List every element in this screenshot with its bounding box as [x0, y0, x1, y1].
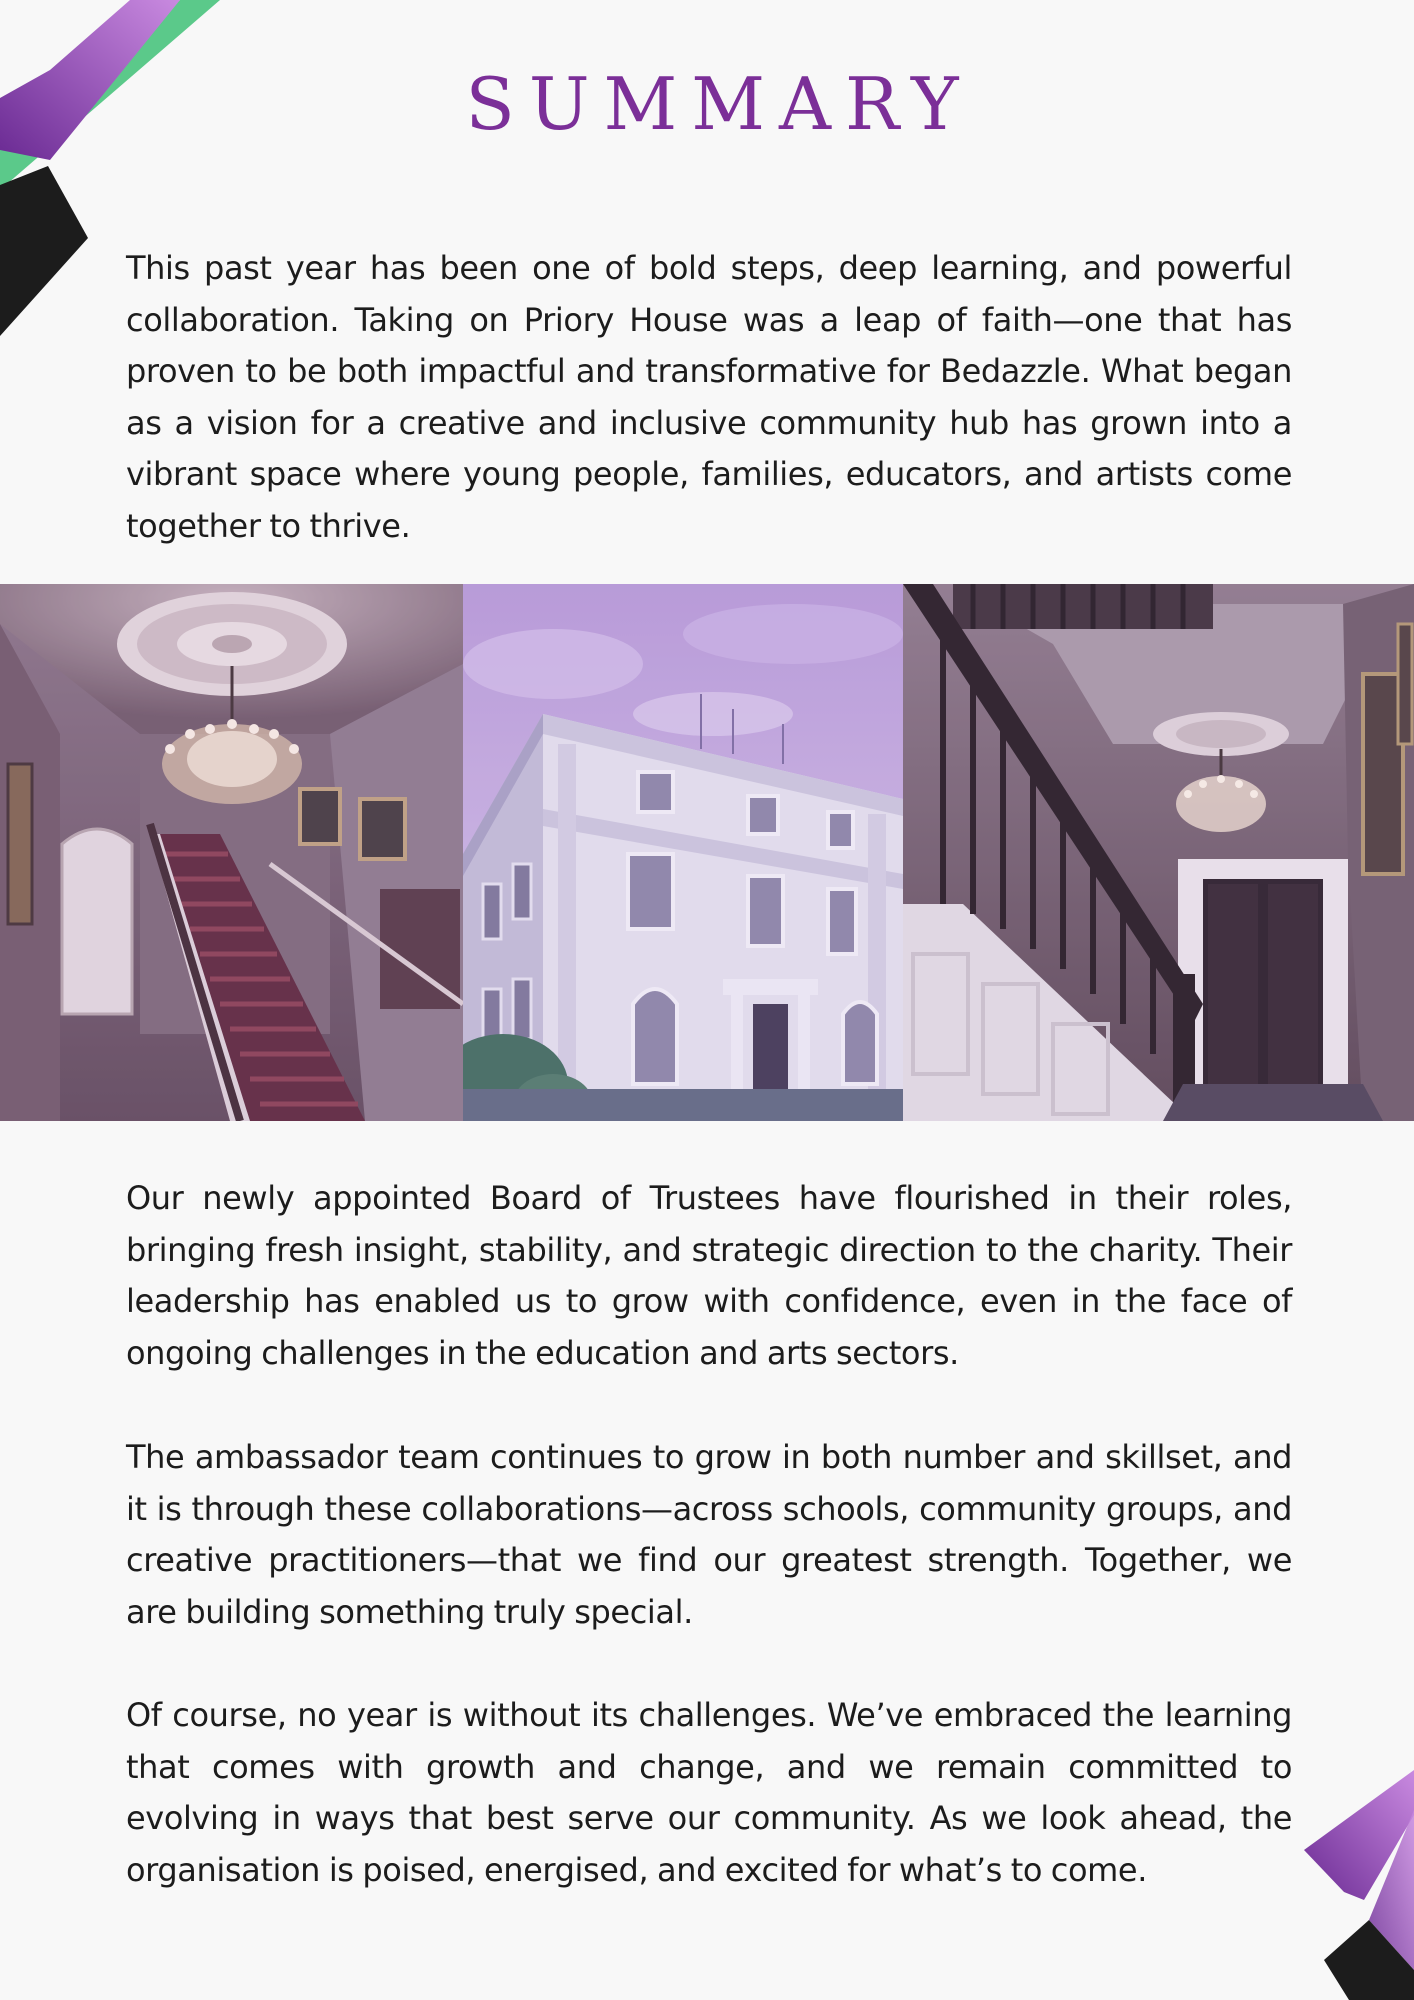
photo-strip: [0, 584, 1414, 1121]
ambassador-paragraph: The ambassador team continues to grow in both number and skillset, and it is through these collaborations—across schools, community groups, and creative practitioners—that we find our greatest strength. Together, we are building something truly special.: [126, 1438, 1292, 1631]
corner-decoration-bottom-right: [1294, 1770, 1414, 2000]
priory-house-exterior-photo: [463, 584, 903, 1121]
hallway-staircase-photo: [0, 584, 463, 1121]
hallway-banister-photo: [903, 584, 1414, 1121]
challenges-paragraph: Of course, no year is without its challenges. We’ve embraced the learning that comes with growth and change, and we remain committed to evolving in ways that best serve our community. As we look ahead, the organisation is poised, energised, and excited for what’s to come.: [126, 1696, 1292, 1889]
page-title: SUMMARY: [465, 62, 973, 146]
intro-paragraph: This past year has been one of bold steps, deep learning, and powerful collaboration. Taking on Priory House was a leap of faith—one that has proven to be both impactful and transformative for Bedazzle. What began as a vision for a creative and inclusive community hub has grown into a vibrant space where young people, families, educators, and artists come together to thrive.: [126, 249, 1292, 545]
trustees-paragraph: Our newly appointed Board of Trustees have flourished in their roles, bringing fresh insight, stability, and strategic direction to the charity. Their leadership has enabled us to grow with confidence, even in the face of ongoing challenges in the education and arts sectors.: [126, 1179, 1292, 1372]
